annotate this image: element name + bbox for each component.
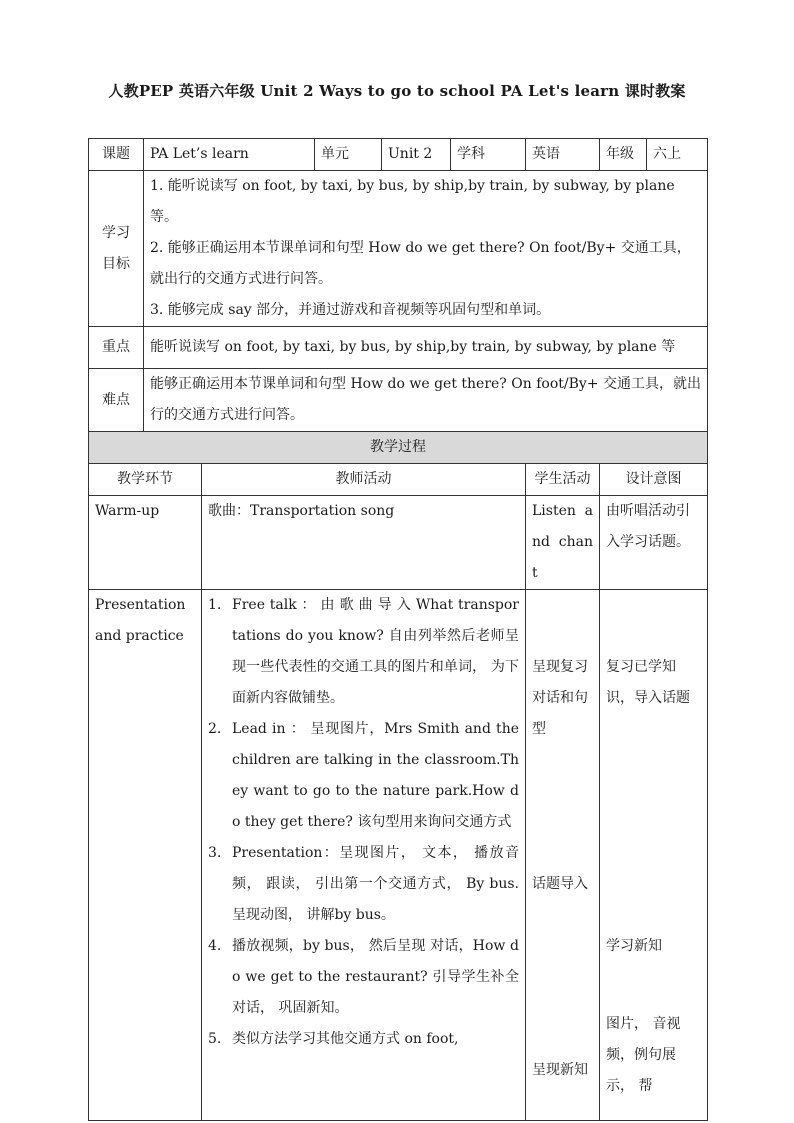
step-4: 4. 播放视频，by bus， 然后呈现 对话，How do we get to the restaurant? 引导学生补全对话， 巩固新知。 xyxy=(208,938,519,1016)
presentation-stage-text: Presentation and practice xyxy=(95,597,186,644)
presentation-stage xyxy=(89,590,202,1121)
lesson-plan-table xyxy=(88,138,708,1121)
topic-label: 课题 xyxy=(89,139,144,171)
warmup-row xyxy=(89,496,708,590)
col-teacher: 教师活动 xyxy=(202,464,526,496)
warmup-student: Listen and chant xyxy=(526,496,600,590)
presentation-intent xyxy=(600,590,708,1121)
info-row xyxy=(89,139,708,171)
intent-item-1: 复习已学知识，导入话题 xyxy=(606,659,690,706)
objectives-label: 学习目标 xyxy=(89,171,144,327)
warmup-stage: Warm-up xyxy=(89,496,202,590)
objectives-list xyxy=(144,171,708,327)
step-5: 5. 类似方法学习其他交通方式 on foot, xyxy=(208,1031,459,1047)
page-title: 人教PEP 英语六年级 Unit 2 Ways to go to school PA Let's learn 课时教案 xyxy=(108,82,686,100)
topic-value: PA Let’s learn xyxy=(144,139,315,171)
grade-value: 六上 xyxy=(647,139,708,171)
unit-value: Unit 2 xyxy=(382,139,451,171)
grade-label: 年级 xyxy=(600,139,647,171)
key-point-text: 能听说读写 on foot, by taxi, by bus, by ship,by train, by subway, by plane 等 xyxy=(144,327,708,369)
objective-1: 1. 能听说读写 on foot, by taxi, by bus, by ship,by train, by subway, by plane 等。 xyxy=(150,178,675,225)
objectives-row xyxy=(89,171,708,327)
unit-label: 单元 xyxy=(315,139,382,171)
process-columns-row xyxy=(89,464,708,496)
process-header-row xyxy=(89,432,708,464)
key-point-row xyxy=(89,327,708,369)
difficulty-row xyxy=(89,369,708,432)
teacher-steps xyxy=(208,590,519,1055)
student-item-2: 话题导入 xyxy=(532,876,588,892)
warmup-teacher: 歌曲：Transportation song xyxy=(202,496,526,590)
objective-3: 3. 能够完成 say 部分，并通过游戏和音视频等巩固句型和单词。 xyxy=(150,302,551,318)
difficulty-text: 能够正确运用本节课单词和句型 How do we get there? On foot/By+ 交通工具，就出行的交通方式进行问答。 xyxy=(144,369,708,432)
subject-label: 学科 xyxy=(451,139,526,171)
student-item-1: 呈现复习对话和句型 xyxy=(532,659,588,737)
intent-item-3: 图片， 音视频，例句展示， 帮 xyxy=(606,1016,681,1094)
intent-item-2: 学习新知 xyxy=(606,938,662,954)
col-stage: 教学环节 xyxy=(89,464,202,496)
col-student: 学生活动 xyxy=(526,464,600,496)
presentation-student xyxy=(526,590,600,1121)
warmup-intent: 由听唱活动引入学习话题。 xyxy=(600,496,708,590)
presentation-row xyxy=(89,590,708,1121)
student-item-3: 呈现新知 xyxy=(532,1062,588,1078)
step-3: 3. Presentation：呈现图片， 文本， 播放音频， 跟读， 引出第一个交通方式， By bus. 呈现动图， 讲解by bus。 xyxy=(208,845,519,923)
step-1: 1. Free talk ： 由 歌 曲 导 入 What transportations do you know? 自由列举然后老师呈现一些代表性的交通工具的图片和单词， 为下面新内容做铺垫。 xyxy=(208,597,519,706)
subject-value: 英语 xyxy=(526,139,600,171)
objective-2: 2. 能够正确运用本节课单词和句型 How do we get there? On foot/By+ 交通工具，就出行的交通方式进行问答。 xyxy=(150,240,691,287)
key-point-label: 重点 xyxy=(89,327,144,369)
difficulty-label: 难点 xyxy=(89,369,144,432)
step-2: 2. Lead in ： 呈现图片，Mrs Smith and the children are talking in the classroom.They want to go to the nature park.How do they get there? 该句型用来询问交通方式 xyxy=(208,721,519,830)
col-intent: 设计意图 xyxy=(600,464,708,496)
presentation-teacher xyxy=(202,590,526,1121)
process-header: 教学过程 xyxy=(89,432,708,464)
